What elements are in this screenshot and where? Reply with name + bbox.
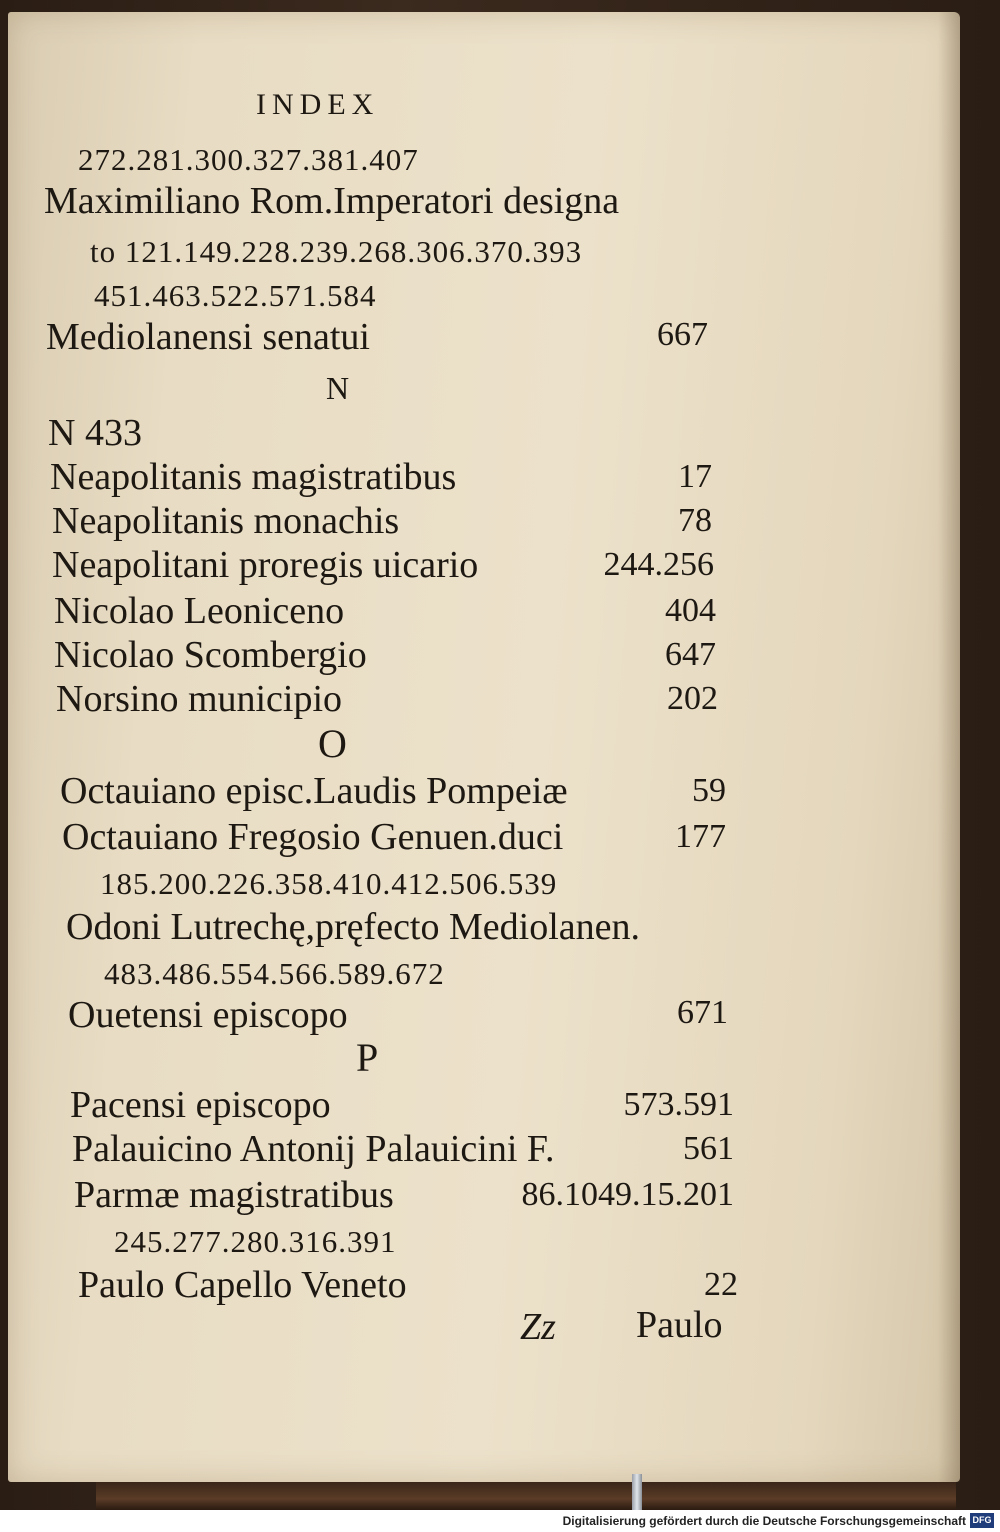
entry-page-number: 667 <box>657 316 708 353</box>
index-entry: Nicolao Leoniceno <box>54 590 345 632</box>
index-entry: Neapolitanis monachis <box>52 500 400 542</box>
index-entry: Octauiano episc.Laudis Pompeiæ <box>60 770 568 812</box>
page-header: INDEX <box>256 88 380 121</box>
entry-page-number: 86.1049.15.201 <box>521 1176 734 1213</box>
page-edge-shadow <box>938 12 960 1482</box>
entry-page-number: 404 <box>665 592 716 629</box>
entry-page-number: 17 <box>678 458 712 495</box>
entry-page-number: 647 <box>665 636 716 673</box>
index-entry: Norsino municipio <box>56 678 343 720</box>
index-entry: Maximiliano Rom.Imperatori designa <box>44 180 620 222</box>
index-line: 185.200.226.358.410.412.506.539 <box>100 866 558 901</box>
book-binding-edge <box>96 1482 956 1510</box>
entry-page-number: 78 <box>678 502 712 539</box>
index-entry: Ouetensi episcopo <box>68 994 348 1036</box>
entry-page-number: 177 <box>675 818 726 855</box>
index-line: 245.277.280.316.391 <box>114 1224 397 1259</box>
index-entry: Parmæ magistratibus <box>74 1174 394 1216</box>
index-entry: Octauiano Fregosio Genuen.duci <box>62 816 564 858</box>
entry-page-number: 561 <box>683 1130 734 1167</box>
index-entry: Odoni Lutrechę,pręfecto Mediolanen. <box>66 906 640 948</box>
book-page <box>8 12 960 1482</box>
index-line: 272.281.300.327.381.407 <box>78 142 419 177</box>
entry-page-number: 244.256 <box>603 546 714 583</box>
index-line: 451.463.522.571.584 <box>94 278 377 313</box>
index-entry: Palauicino Antonij Palauicini F. <box>72 1128 555 1170</box>
index-entry: Mediolanensi senatui <box>46 316 370 358</box>
index-entry: Pacensi episcopo <box>70 1084 331 1126</box>
index-entry: Paulo Capello Veneto <box>78 1264 407 1306</box>
entry-page-number: 573.591 <box>623 1086 734 1123</box>
dfg-logo-icon: DFG <box>970 1513 994 1528</box>
section-letter: O <box>318 721 347 766</box>
signature-mark: Zz <box>520 1306 556 1348</box>
index-entry: N 433 <box>48 412 142 454</box>
entry-page-number: 22 <box>704 1266 738 1303</box>
footer-credit: Digitalisierung gefördert durch die Deutsche Forschungsgemeinschaft <box>562 1514 966 1528</box>
catchword: Paulo <box>636 1304 723 1346</box>
section-letter: P <box>356 1035 379 1080</box>
index-entry: Nicolao Scombergio <box>54 634 367 676</box>
index-line: 483.486.554.566.589.672 <box>104 956 445 991</box>
entry-page-number: 202 <box>667 680 718 717</box>
index-entry: Neapolitani proregis uicario <box>52 544 479 586</box>
index-entry: Neapolitanis magistratibus <box>50 456 457 498</box>
bookmark-ribbon <box>632 1474 642 1510</box>
entry-page-number: 59 <box>692 772 726 809</box>
index-line: to 121.149.228.239.268.306.370.393 <box>90 234 583 269</box>
entry-page-number: 671 <box>677 994 728 1031</box>
section-letter: N <box>326 370 350 406</box>
